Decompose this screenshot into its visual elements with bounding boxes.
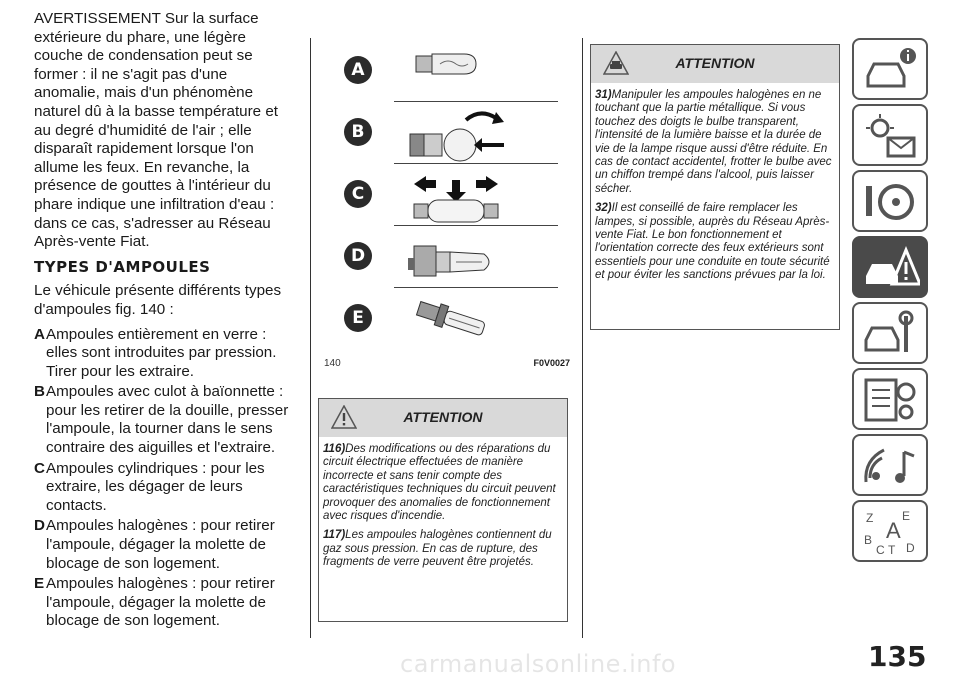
halogen-bulb-e-icon — [404, 294, 534, 350]
index-letter: D — [906, 541, 915, 555]
figure-code: F0V0027 — [533, 358, 570, 368]
figure-row-e — [332, 288, 570, 350]
index-letter: C — [876, 543, 885, 556]
tab-maintenance[interactable] — [852, 302, 928, 364]
figure-caption — [320, 358, 570, 372]
figure-label: B — [344, 118, 372, 146]
figure-row-d — [332, 226, 570, 288]
note-text: Manipuler les ampoules halogènes en ne touchant que la partie métallique. Si vous touchez des doigts le bulbe transparent, l'intensité de la lumière baisse et la durée de vie de la lampe risque aussi d'être réduite. En cas de contact accidentel, frotter le bulbe avec un chiffon trempé dans l'alcool, puis laisser sécher. — [595, 89, 832, 195]
figure-label: D — [344, 242, 372, 270]
car-maintenance-icon — [862, 310, 920, 358]
index-letter: E — [902, 509, 911, 523]
tab-multimedia[interactable] — [852, 434, 928, 496]
bulb-type-text: Ampoules halogènes : pour retirer l'ampoule, dégager la molette de blocage de son logement. — [46, 575, 275, 630]
bulb-type-text: Ampoules halogènes : pour retirer l'ampoule, dégager la molette de blocage de son logement. — [46, 517, 275, 572]
figure-row-b — [332, 102, 570, 164]
page-number: 135 — [868, 640, 927, 673]
main-text-column — [34, 10, 296, 633]
tab-car-info[interactable] — [852, 38, 928, 100]
bulb-type-letter: E — [34, 575, 45, 593]
attention-body — [319, 437, 567, 582]
section-title: TYPES D'AMPOULES — [34, 257, 211, 276]
attention-title: ATTENTION — [403, 409, 483, 425]
note-number: 32) — [595, 202, 612, 215]
steering-wheel-icon — [862, 178, 920, 226]
index-letter: Z — [866, 511, 874, 525]
figure-row-a — [332, 40, 570, 102]
bulb-type-text: Ampoules entièrement en verre : elles sont introduites par pression. Tirer pour les extraire. — [46, 325, 277, 380]
column-divider — [310, 38, 311, 638]
bulb-type-text: Ampoules cylindriques : pour les extraire, les dégager de leurs contacts. — [46, 459, 265, 514]
attention-header — [319, 399, 567, 437]
index-letter: B — [864, 533, 873, 547]
halogen-bulb-d-icon — [404, 232, 534, 288]
figure-label: E — [344, 304, 372, 332]
figure-number: 140 — [324, 358, 341, 369]
bulb-type-item — [34, 383, 296, 457]
tab-lights[interactable] — [852, 104, 928, 166]
bulb-type-letter: A — [34, 325, 45, 343]
cylindrical-bulb-icon — [404, 170, 534, 226]
bulb-type-item — [34, 460, 296, 516]
attention-title: ATTENTION — [675, 55, 755, 71]
attention-note — [595, 202, 833, 282]
tab-steering[interactable] — [852, 170, 928, 232]
note-number: 116) — [323, 443, 346, 455]
glass-bulb-icon — [404, 46, 514, 86]
lights-icon — [862, 112, 920, 160]
bulb-type-letter: C — [34, 459, 45, 477]
tab-index[interactable] — [852, 500, 928, 562]
emergency-icon — [862, 244, 920, 292]
attention-box — [590, 44, 840, 330]
index-letter: T — [888, 543, 896, 556]
multimedia-icon — [862, 442, 920, 490]
index-letter: A — [886, 518, 901, 543]
watermark: carmanualsonline.info — [400, 650, 677, 678]
attention-body — [591, 83, 839, 295]
section-lead: Le véhicule présente différents types d'ampoules fig. 140 : — [34, 282, 282, 318]
note-text: Des modifications ou des réparations du circuit électrique effectuées de manière incorrecte et sans tenir compte des caractéristiques techniques du circuit peuvent provoquer des anomalies de fonctionnement avec risques d'incendie. — [323, 443, 556, 523]
attention-header — [591, 45, 839, 83]
note-number: 31) — [595, 89, 612, 101]
note-number: 117) — [323, 529, 346, 542]
note-text: Les ampoules halogènes contiennent du gaz sous pression. En cas de rupture, des fragments de verre peuvent être projetés. — [323, 529, 552, 569]
bulb-type-letter: B — [34, 383, 45, 401]
index-icon — [862, 508, 920, 556]
bayonet-bulb-icon — [404, 108, 534, 164]
bulb-types-figure — [332, 36, 570, 376]
figure-label: C — [344, 180, 372, 208]
figure-label: A — [344, 56, 372, 84]
tab-specifications[interactable] — [852, 368, 928, 430]
attention-note — [323, 529, 561, 569]
attention-note — [595, 89, 833, 196]
car-info-icon — [862, 46, 920, 94]
note-text: Il est conseillé de faire remplacer les lampes, si possible, auprès du Réseau Après-vente Fiat. Le bon fonctionnement et l'orientation correcte des feux extérieurs sont essentiels pour une conduite en toute sécurité et pour éviter les sanctions prévues par la loi. — [595, 202, 830, 282]
tab-emergency[interactable] — [852, 236, 928, 298]
specifications-icon — [862, 376, 920, 424]
attention-box — [318, 398, 568, 622]
bulb-type-text: Ampoules avec culot à baïonnette : pour les retirer de la douille, presser l'ampoule, la tourner dans le sens contraire des aiguilles et l'extraire. — [46, 383, 289, 457]
attention-note — [323, 443, 561, 523]
bulb-type-letter: D — [34, 517, 45, 535]
bulb-type-item — [34, 575, 296, 631]
column-divider — [582, 38, 583, 638]
intro-paragraph: AVERTISSEMENT Sur la surface extérieure du phare, une légère couche de condensation peut se former : il ne s'agit pas d'une anomalie, mais d'un phénomène naturel dû à la basse température et au degré d'humidité de l'air ; elle disparaît rapidement lorsque l'on allume les feux. En revanche, la présence de gouttes à l'intérieur du phare indique une infiltration d'eau : dans ce cas, s'adresser au Réseau Après-vente Fiat. — [34, 10, 278, 251]
bulb-type-item — [34, 326, 296, 382]
bulb-type-item — [34, 517, 296, 573]
figure-row-c — [332, 164, 570, 226]
